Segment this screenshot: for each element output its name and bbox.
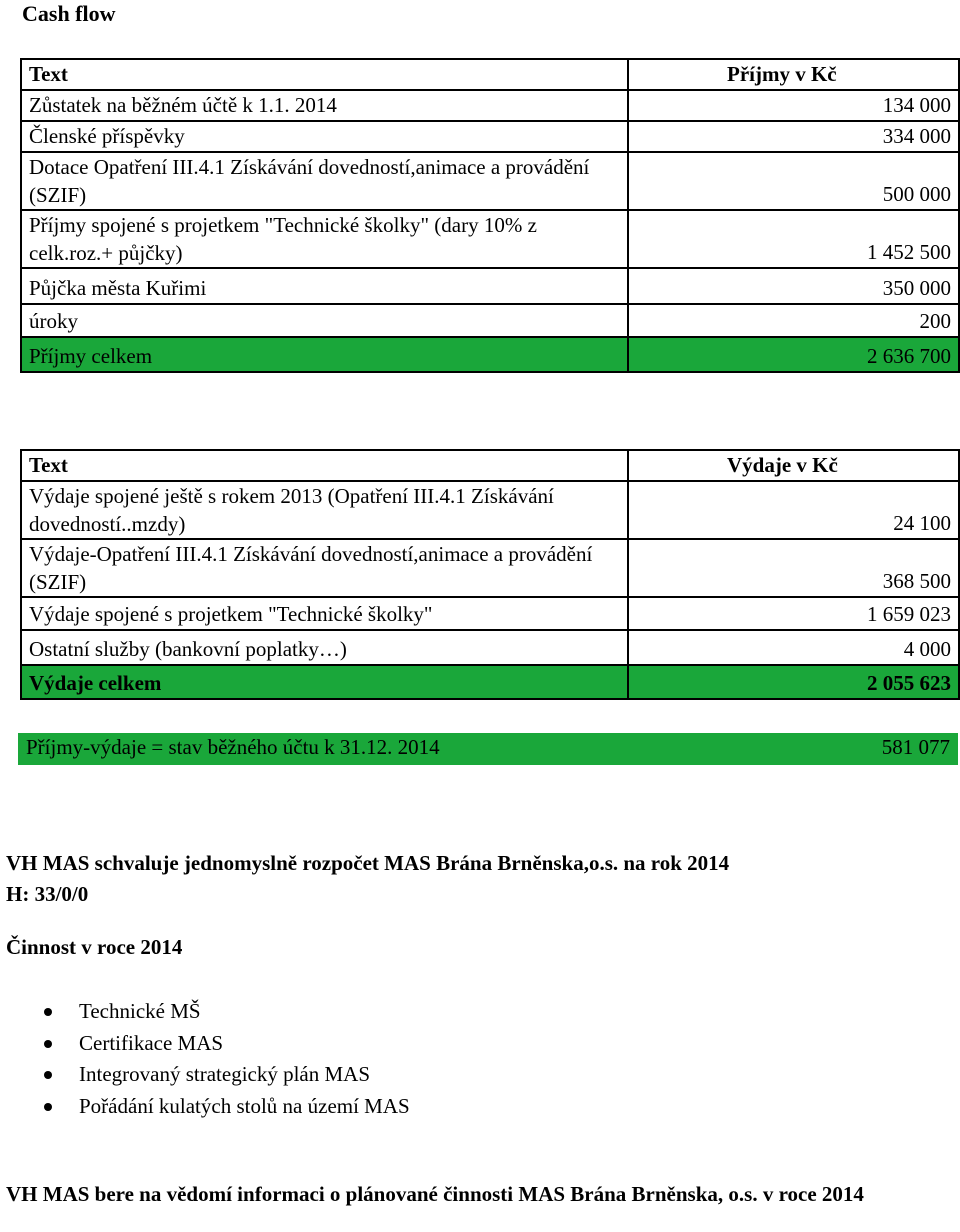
table-row <box>21 268 959 304</box>
table-row <box>21 630 959 665</box>
row-value: 200 <box>628 304 959 337</box>
row-label: Výdaje-Opatření III.4.1 Získávání dovedností,animace a provádění (SZIF) <box>21 539 628 597</box>
row-value: 1 452 500 <box>628 210 959 268</box>
income-total-row <box>21 337 959 372</box>
list-item <box>6 1028 410 1060</box>
row-label: Zůstatek na běžném účtě k 1.1. 2014 <box>21 90 628 121</box>
income-header-row <box>21 59 959 90</box>
balance-label: Příjmy-výdaje = stav běžného účtu k 31.12. 2014 <box>26 735 440 759</box>
row-value: 1 659 023 <box>628 597 959 630</box>
row-value: 334 000 <box>628 121 959 152</box>
expense-header-text: Text <box>21 450 628 481</box>
bullet-icon <box>44 1071 52 1079</box>
row-label: úroky <box>21 304 628 337</box>
list-item-label: Pořádání kulatých stolů na území MAS <box>79 1093 410 1118</box>
row-label: Dotace Opatření III.4.1 Získávání dovedností,animace a provádění (SZIF) <box>21 152 628 210</box>
table-row <box>21 152 959 210</box>
table-row <box>21 90 959 121</box>
list-item <box>6 996 410 1028</box>
row-label: Půjčka města Kuřimi <box>21 268 628 304</box>
list-item-label: Certifikace MAS <box>79 1030 224 1055</box>
expense-total-value: 2 055 623 <box>628 665 959 699</box>
vote-result: H: 33/0/0 <box>6 882 89 906</box>
bullet-icon <box>44 1103 52 1111</box>
expense-header-row <box>21 450 959 481</box>
row-value: 24 100 <box>628 481 959 539</box>
list-item <box>6 1059 410 1091</box>
activities-list <box>6 996 410 1122</box>
table-row <box>21 539 959 597</box>
income-total-value: 2 636 700 <box>628 337 959 372</box>
row-label: Členské příspěvky <box>21 121 628 152</box>
resolution-line: VH MAS schvaluje jednomyslně rozpočet MAS Brána Brněnska,o.s. na rok 2014 <box>6 851 730 875</box>
page-title: Cash flow <box>22 1 116 26</box>
table-row <box>21 121 959 152</box>
row-value: 350 000 <box>628 268 959 304</box>
row-value: 500 000 <box>628 152 959 210</box>
table-row <box>21 304 959 337</box>
expense-total-row <box>21 665 959 699</box>
row-label: Výdaje spojené ještě s rokem 2013 (Opatření III.4.1 Získávání dovedností..mzdy) <box>21 481 628 539</box>
list-item-label: Technické MŠ <box>79 999 201 1023</box>
row-value: 368 500 <box>628 539 959 597</box>
row-label: Příjmy spojené s projetkem "Technické školky" (dary 10% z celk.roz.+ půjčky) <box>21 210 628 268</box>
list-item <box>6 1091 410 1123</box>
resolution-statement <box>6 848 729 910</box>
list-item-label: Integrovaný strategický plán MAS <box>79 1062 371 1086</box>
row-label: Výdaje spojené s projetkem "Technické školky" <box>21 597 628 630</box>
table-row <box>21 210 959 268</box>
income-table <box>20 58 960 373</box>
row-label: Ostatní služby (bankovní poplatky…) <box>21 630 628 665</box>
table-row <box>21 597 959 630</box>
table-row <box>21 481 959 539</box>
row-value: 4 000 <box>628 630 959 665</box>
balance-value: 581 077 <box>881 735 950 759</box>
row-value: 134 000 <box>628 90 959 121</box>
expense-table <box>20 449 960 700</box>
income-header-value: Příjmy v Kč <box>628 59 959 90</box>
income-header-text: Text <box>21 59 628 90</box>
balance-row <box>18 733 958 765</box>
expense-header-value: Výdaje v Kč <box>628 450 959 481</box>
bullet-icon <box>44 1040 52 1048</box>
bullet-icon <box>44 1008 52 1016</box>
acknowledgement-note: VH MAS bere na vědomí informaci o plánované činnosti MAS Brána Brněnska, o.s. v roce 2014 <box>6 1182 864 1206</box>
activities-heading: Činnost v roce 2014 <box>6 935 183 959</box>
expense-total-label: Výdaje celkem <box>21 665 628 699</box>
income-total-label: Příjmy celkem <box>21 337 628 372</box>
